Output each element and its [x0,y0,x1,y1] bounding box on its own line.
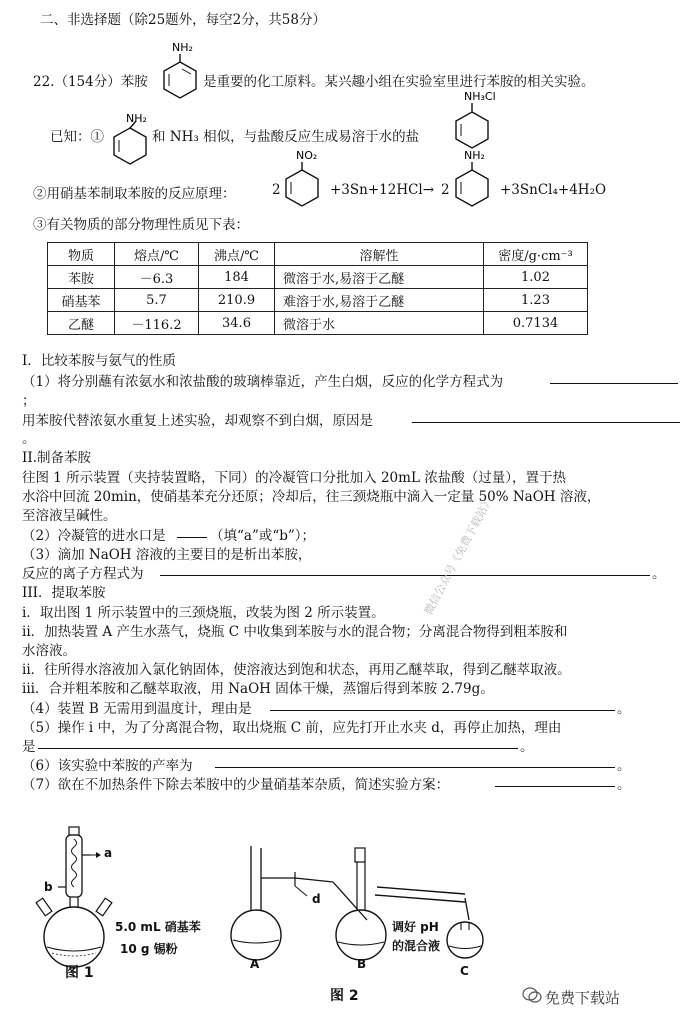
q4-answer-blank[interactable] [270,696,615,711]
table-cell: 乙醚 [48,312,115,335]
table-header: 溶解性 [275,243,484,266]
figure2-label-B: B [357,957,367,971]
nh2-label-3: NH₂ [464,149,485,162]
q1-answer-blank[interactable] [550,369,678,384]
figure2-text2: 的混合液 [392,939,441,953]
figure2-label-d: d [312,892,321,906]
table-header: 密度/g·cm⁻³ [484,243,588,266]
part2-p3: 至溶液呈碱性。 [22,508,117,524]
figure1-label-b: b [44,880,53,894]
q3b-text: 反应的离子方程式为 [22,566,144,582]
table-cell: 0.7134 [484,312,588,335]
q4-tail: 。 [617,701,631,717]
known2-coef-left: 2 [272,182,281,198]
part3-ii1: ii．加热装置 A 产生水蒸气，烧瓶 C 中收集到苯胺与水的混合物；分离混合物得到粗苯胺和 [22,624,568,640]
table-header: 物质 [48,243,115,266]
q22-suffix: 是重要的化工原料。某兴趣小组在实验室里进行苯胺的相关实验。 [203,74,595,90]
nitrobenzene-structure-icon [282,148,326,208]
part3-ii3: ii．往所得水溶液加入氯化钠固体，使溶液达到饱和状态，再用乙醚萃取，得到乙醚萃取液。 [22,662,571,678]
q2-answer-blank[interactable] [177,523,207,538]
figure1-text2: 10 g 锡粉 [120,942,178,956]
table-cell: 184 [199,266,275,289]
q7-tail: 。 [617,777,631,793]
q6-answer-blank[interactable] [215,753,615,768]
table-cell: 1.23 [484,289,588,312]
figure2-caption: 图 2 [330,988,359,1004]
brand-name: 免费下载站 [545,989,621,1007]
q6-tail: 。 [617,758,631,774]
part3-i: i．取出图 1 所示装置中的三颈烧瓶，改装为图 2 所示装置。 [22,605,385,621]
aniline-structure-icon-2 [110,112,152,168]
q7-text: （7）欲在不加热条件下除去苯胺中的少量硝基苯杂质，简述实验方案： [22,777,450,793]
table-header: 沸点/℃ [199,243,275,266]
part1-title: I．比较苯胺与氨气的性质 [22,353,176,369]
figure2-label-C: C [460,964,469,978]
properties-table [47,242,588,335]
table-header: 熔点/℃ [115,243,199,266]
no2-label: NO₂ [296,149,318,162]
part3-title: III．提取苯胺 [22,585,106,601]
q1b-text: 用苯胺代替浓氨水重复上述实验，却观察不到白烟，原因是 [22,413,373,429]
known2-mid: +3Sn+12HCl→ [330,182,435,198]
q4-text: （4）装置 B 无需用到温度计，理由是 [22,701,252,717]
part2-title: II.制备苯胺 [22,450,91,466]
figure2-text1: 调好 pH [392,920,439,934]
table-cell: 微溶于水,易溶于乙醚 [275,266,484,289]
table-cell: 5.7 [115,289,199,312]
aniline-structure-icon-3 [452,148,496,208]
anilinium-chloride-structure-icon [450,88,500,150]
q3b-tail: 。 [652,566,666,582]
q5-text: （5）操作 i 中，为了分离混合物，取出烧瓶 C 前，应先打开止水夹 d，再停止加热，理由 [22,720,562,736]
wechat-icon [522,986,542,1004]
table-cell: 34.6 [199,312,275,335]
figure1-text1: 5.0 mL 硝基苯 [115,920,201,934]
known3-text: ③有关物质的部分物理性质见下表： [33,217,249,233]
part2-p1: 往图 1 所示装置（夹持装置略，下同）的冷凝管口分批加入 20mL 浓盐酸（过量），置于热 [22,470,566,486]
known1-text: 和 NH₃ 相似，与盐酸反应生成易溶于水的盐 [152,129,420,145]
known1-prefix: 已知：① [50,129,104,145]
q3-answer-blank[interactable] [160,561,650,576]
part3-iii: iii．合并粗苯胺和乙醚萃取液，用 NaOH 固体干燥，蒸馏后得到苯胺 2.79g。 [22,681,494,697]
figure1-caption: 图 1 [65,965,94,981]
q5-answer-blank[interactable] [38,734,518,749]
table-row [48,266,588,289]
q3-text: （3）滴加 NaOH 溶液的主要目的是析出苯胺， [22,547,312,563]
part2-p2: 水浴中回流 20min，使硝基苯充分还原；冷却后，往三颈烧瓶中滴入一定量 50% NaOH 溶液， [22,489,601,505]
known2-end: +3SnCl₄+4H₂O [500,182,607,198]
figure2-label-A: A [250,957,260,971]
table-cell: 难溶于水,易溶于乙醚 [275,289,484,312]
q2-tail: （填“a”或“b”）； [210,528,316,544]
q1-tail: ； [22,393,36,409]
q1b-tail: 。 [22,431,36,447]
table-cell: 1.02 [484,266,588,289]
q5b-tail: 。 [520,739,534,755]
q2-text: （2）冷凝管的进水口是 [22,528,166,544]
q1b-answer-blank[interactable] [412,408,680,423]
q22-prefix: 22.（154分）苯胺 [33,74,148,90]
table-row [48,312,588,335]
figure1-apparatus [30,825,220,985]
table-cell: 210.9 [199,289,275,312]
table-header-row [48,243,588,266]
q6-text: （6）该实验中苯胺的产率为 [22,758,193,774]
nh2-label: NH₂ [172,41,193,54]
table-cell: 硝基苯 [48,289,115,312]
nh3cl-label: NH₃Cl [464,90,496,103]
table-cell: －6.3 [115,266,199,289]
nh2-label-2: NH₂ [126,112,147,125]
section-header: 二、非选择题（除25题外，每空2分，共58分） [40,12,326,28]
part3-ii2: 水溶液。 [22,643,76,659]
watermark-text: 微信公众号《免费下载站》 [421,494,496,618]
figure1-label-a: a [104,846,113,860]
known2-coef-right: 2 [441,182,450,198]
aniline-structure-icon [160,40,200,102]
q5b-text: 是 [22,739,36,755]
table-cell: 苯胺 [48,266,115,289]
table-row [48,289,588,312]
figure2-apparatus [225,840,515,980]
q7-answer-blank[interactable] [495,772,615,787]
q1-text: （1）将分别蘸有浓氨水和浓盐酸的玻璃棒靠近，产生白烟，反应的化学方程式为 [22,374,504,390]
table-cell: 微溶于水 [275,312,484,335]
known2-text: ②用硝基苯制取苯胺的反应原理： [33,186,236,202]
table-cell: －116.2 [115,312,199,335]
